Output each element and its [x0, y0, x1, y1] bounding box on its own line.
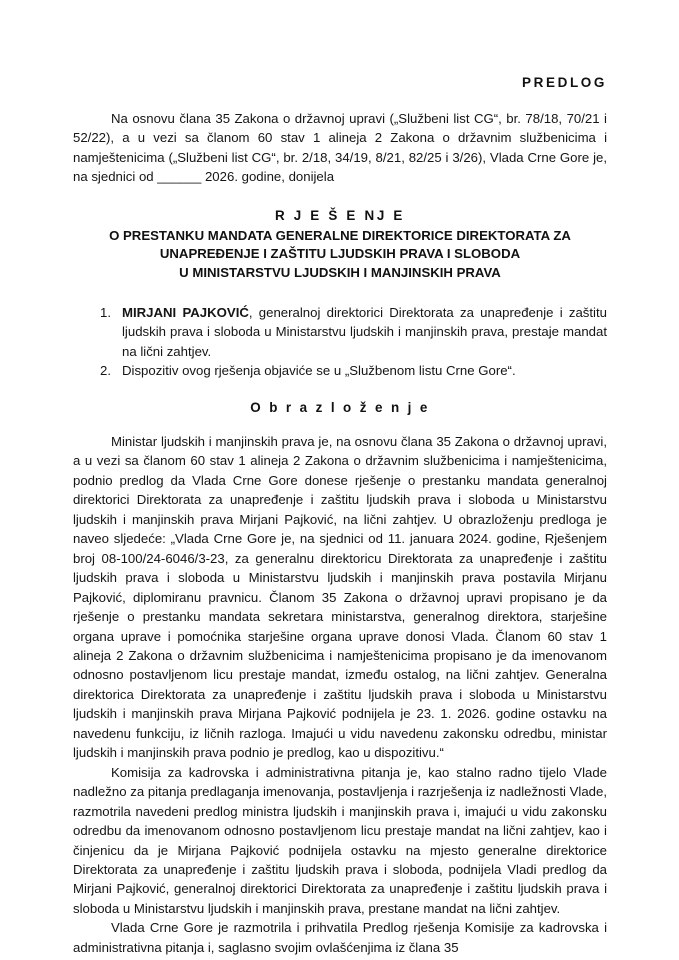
explanation-body — [73, 432, 607, 957]
explanation-heading: O b r a z l o ž e n j e — [250, 399, 430, 415]
dispositive-item — [73, 361, 607, 380]
resolution-title-main: R J E Š E NJ E — [274, 207, 406, 223]
dispositive-item-text: Dispozitiv ovog rješenja objaviće se u „Službenom listu Crne Gore“. — [122, 363, 516, 379]
dispositive-item-bold-lead: MIRJANI PAJKOVIĆ — [122, 305, 249, 320]
resolution-title-line-1: O PRESTANKU MANDATA GENERALNE DIREKTORICE DIREKTORATA ZA — [109, 227, 571, 243]
dispositive-item-number: 1. — [100, 305, 111, 320]
resolution-title-line-2: UNAPREĐENJE I ZAŠTITU LJUDSKIH PRAVA I SLOBODA — [159, 246, 521, 261]
resolution-title-subject — [73, 227, 607, 283]
resolution-title-block — [73, 206, 607, 283]
dispositive-item-number: 2. — [100, 363, 111, 379]
resolution-title-line-3: U MINISTARSTVU LJUDSKIH I MANJINSKIH PRAVA — [179, 264, 501, 280]
document-header-label: PREDLOG — [522, 75, 607, 90]
explanation-paragraph: Ministar ljudskih i manjinskih prava je, na osnovu člana 35 Zakona o državnoj upravi, a u vezi sa članom 60 stav 1 alineja 2 Zakona o državnim službenicima i namještenicima, podnio predlog da Vlada Crne Gore donese rješenje o prestanku mandata generalnoj direktorici Direktorata za unapređenje i zaštitu ljudskih prava i sloboda u Ministarstvu ljudskih i manjinskih prava Mirjani Pajković, na lični zahtjev. U obrazloženju predloga je naveo sljedeće: „Vlada Crne Gore je, na sjednici od 11. januara 2024. godine, Rješenjem broj 08-100/24-6046/3-23, za generalnu direktoricu Direktorata za unapređenje i zaštitu ljudskih prava i sloboda u Ministarstvu ljudskih i manjinskih prava postavila Mirjanu Pajković, diplomiranu pravnicu. Članom 35 Zakona o državnoj upravi propisano je da rješenje o prestanku mandata sekretara ministarstva, generalnog direktora, starješine organa uprave i pomoćnika starješine organa uprave donosi Vlada. Članom 60 stav 1 alineja 2 Zakona o državnim službenicima i namještenicima propisano je da imenovanom odnosno postavljenom licu prestaje mandat, između ostalog, na lični zahtjev. Generalna direktorica Direktorata za unapređenje i zaštitu ljudskih prava i sloboda u Ministarstvu ljudskih i manjinskih prava Mirjana Pajković podnijela je 23. 1. 2026. godine ostavku na navedenu funkciju, iz ličnih razloga. Imajući u vidu navedenu zakonsku odredbu, ministar ljudskih i manjinskih prava podnio je predlog, kao u dispozitivu.“ — [73, 434, 607, 761]
explanation-paragraph: Komisija za kadrovska i administrativna pitanja je, kao stalno radno tijelo Vlade nadležno za pitanja predlaganja imenovanja, postavljenja i razrješenja iz nadležnosti Vlade, razmotrila navedeni predlog ministra ljudskih i manjinskih prava i, imajući u vidu zakonsku odredbu da imenovanom odnosno postavljenom licu prestaje mandat na lični zahtjev, kao i činjenicu da je Mirjana Pajković podnijela ostavku na mjesto generalne direktorice Direktorata za unapređenje i zaštitu ljudskih prava i sloboda, podnijela Vladi predlog da Mirjani Pajković, generalnoj direktorici Direktorata za unapređenje i zaštitu ljudskih prava i sloboda u Ministarstvu ljudskih i manjinskih prava, prestane mandat na lični zahtjev. — [73, 764, 607, 916]
dispositive-item-text: , generalnoj direktorici Direktorata za unapređenje i zaštitu ljudskih prava i sloboda u Ministarstvu ljudskih i manjinskih prava, prestaje mandat na lični zahtjev. — [122, 305, 607, 359]
dispositive-item — [73, 303, 607, 361]
explanation-paragraph: Vlada Crne Gore je razmotrila i prihvatila Predlog rješenja Komisije za kadrovska i administrativna pitanja i, saglasno svojim ovlašćenjima iz člana 35 — [73, 920, 607, 955]
dispositive-list — [73, 303, 607, 381]
preamble-paragraph: Na osnovu člana 35 Zakona o državnoj upravi („Službeni list CG“, br. 78/18, 70/21 i 52/22), a u vezi sa članom 60 stav 1 alineja 2 Zakona o državnim službenicima i namještenicima („Službeni list CG“, br. 2/18, 34/19, 8/21, 82/25 i 3/26), Vlada Crne Gore je, na sjednici od ______ 2026. godine, donijela — [73, 110, 607, 184]
